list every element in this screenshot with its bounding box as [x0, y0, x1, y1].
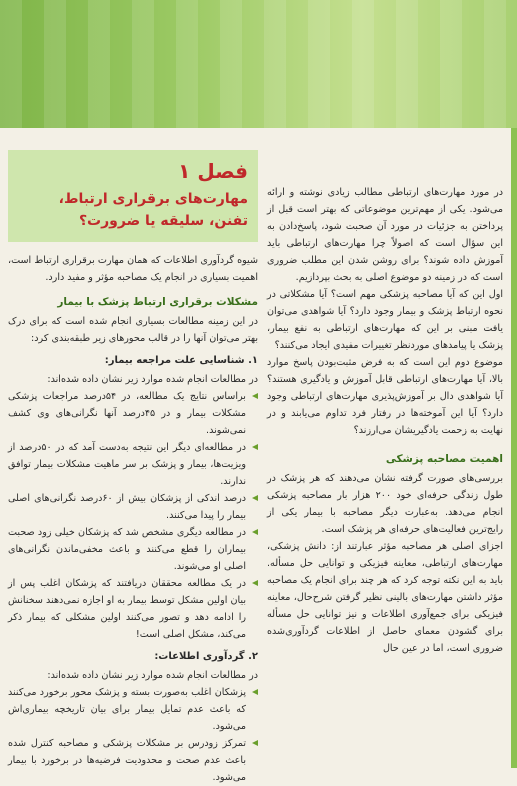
intro-paragraph: شیوه گردآوری اطلاعات که همان مهارت برقراری ارتباط است، اهمیت بسیاری در انجام یک مصاحبه مؤثر و مفید دارد.: [8, 255, 258, 283]
banner-texture: [0, 0, 517, 128]
paragraph: در مطالعات انجام شده موارد زیر نشان داده شده‌اند:: [47, 374, 258, 385]
paragraph: بررسی‌های صورت گرفته نشان می‌دهند که هر پزشک در طول زندگی حرفه‌ای خود ۲۰۰ هزار بار مصاحبه پزشکی انجام می‌دهد. به‌عبارت دیگر مصاحبه با بیمار یکی از رایج‌ترین فعالیت‌های حرفه‌ای هر پزشک است.: [267, 473, 503, 535]
paragraph: در مورد مهارت‌های ارتباطی مطالب زیادی نوشته و ارائه می‌شود. یکی از مهم‌ترین موضوعاتی که بهتر است قبل از پرداختن به جزئیات در مورد آن صحبت شود، پاسخ‌دادن به این سؤال است که اصولاً چرا مهارت‌های ارتباطی باید آموزش داده شوند؟ برای روشن شدن این مطلب ضروری است که در زمینه دو موضوع اصلی به بحث بپردازیم.: [267, 187, 503, 283]
bullet-triangle-icon: [252, 529, 258, 535]
paragraph: اول این که آیا مصاحبه پزشکی مهم است؟ آیا مشکلاتی در نحوه ارتباط پزشک و بیمار وجود دارد؟ آیا شواهدی می‌توان یافت مبنی بر این که مهارت‌های ارتباطی به نفع بیمار، پزشک یا پیامدهای موردنظر تغییرات مفیدی ایجاد می‌کنند؟: [267, 289, 503, 351]
list-item: در یک مطالعه محققان دریافتند که پزشکان اغلب پس از بیان اولین مشکل توسط بیمار به او اجازه نمی‌دهند سخنانش را ادامه دهد و تصور می‌کنند اولین مشکلی که بیمار ذکر می‌کند، مشکل اصلی است!: [8, 575, 258, 643]
bullet-triangle-icon: [252, 740, 258, 746]
list-item: براساس نتایج یک مطالعه، در ۵۴درصد مراجعات پزشکی مشکلات بیمار و در ۴۵درصد آنها نگرانی‌های وی کشف نمی‌شوند.: [8, 388, 258, 439]
chapter-subtitle: مهارت‌های برقراری ارتباط، تفنن، سلیقه یا ضرورت؟: [58, 191, 248, 229]
bullet-triangle-icon: [252, 689, 258, 695]
item-heading-reason: ۱. شناسایی علت مراجعه بیمار:: [104, 355, 258, 366]
left-column: [8, 150, 258, 786]
bullet-triangle-icon: [252, 495, 258, 501]
right-column: [267, 150, 503, 657]
paragraph: در این زمینه مطالعات بسیاری انجام شده است که برای درک بهتر می‌توان آنها را در قالب محورهای زیر طبقه‌بندی کرد:: [8, 316, 258, 344]
bullet-triangle-icon: [252, 393, 258, 399]
item-heading-gathering: ۲. گردآوری اطلاعات:: [154, 651, 258, 662]
section-heading-problems: مشکلات برقراری ارتباط پزشک با بیمار: [57, 296, 258, 308]
section-heading-importance: اهمیت مصاحبه پزشکی: [385, 453, 503, 465]
bullet-triangle-icon: [252, 444, 258, 450]
list-item: درصد اندکی از پزشکان بیش از ۶۰درصد نگرانی‌های اصلی بیمار را پیدا می‌کنند.: [8, 490, 258, 524]
list-item: پزشکان اغلب به‌صورت بسته و پزشک محور برخورد می‌کنند که باعث عدم تمایل بیمار برای بیان تاریخچه بیماری‌اش می‌شود.: [8, 684, 258, 735]
paragraph: اجزای اصلی هر مصاحبه مؤثر عبارتند از: دانش پزشکی، مهارت‌های ارتباطی، معاینه فیزیکی و توانایی حل مسأله. باید به این نکته توجه کرد که هر چند برای انجام یک مصاحبه مؤثر داشتن مهارت‌های بالینی نظیر گرفتن شرح‌حال، معاینه فیزیکی برای جمع‌آوری اطلاعات و نیز توانایی حل مسأله برای گشودن معمای حاصل از اطلاعات گردآوری‌شده ضروری است، اما در عین حال: [267, 541, 503, 654]
paragraph: در مطالعات انجام شده موارد زیر نشان داده شده‌اند:: [47, 670, 258, 681]
list-item: در مطالعه دیگری مشخص شد که پزشکان خیلی زود صحبت بیماران را قطع می‌کنند و باعث مخفی‌ماندن نگرانی‌های اصلی او می‌شوند.: [8, 524, 258, 575]
list-item: در مطالعه‌ای دیگر این نتیجه به‌دست آمد که در ۵۰درصد از ویزیت‌ها، بیمار و پزشک بر سر ماهیت مشکلات بیمار توافق ندارند.: [8, 439, 258, 490]
chapter-number: فصل ۱: [178, 159, 248, 183]
chapter-title-box: [8, 150, 258, 242]
paragraph: موضوع دوم این است که به فرض مثبت‌بودن پاسخ موارد بالا، آیا مهارت‌های ارتباطی قابل آموزش و یادگیری هستند؟ آیا شواهدی دال بر آموزش‌پذیری مهارت‌های ارتباطی وجود دارد؟ آیا این آموخته‌ها در رفتار فرد تداوم می‌یابند و در نهایت به زحمت یادگیریشان می‌ارزند؟: [267, 357, 503, 436]
list-item: تمرکز زودرس بر مشکلات پزشکی و مصاحبه کنترل شده باعث عدم صحت و محدودیت فرضیه‌ها در برخورد با بیمار می‌شود.: [8, 735, 258, 786]
page-edge-tab: [511, 128, 517, 768]
bullet-triangle-icon: [252, 580, 258, 586]
